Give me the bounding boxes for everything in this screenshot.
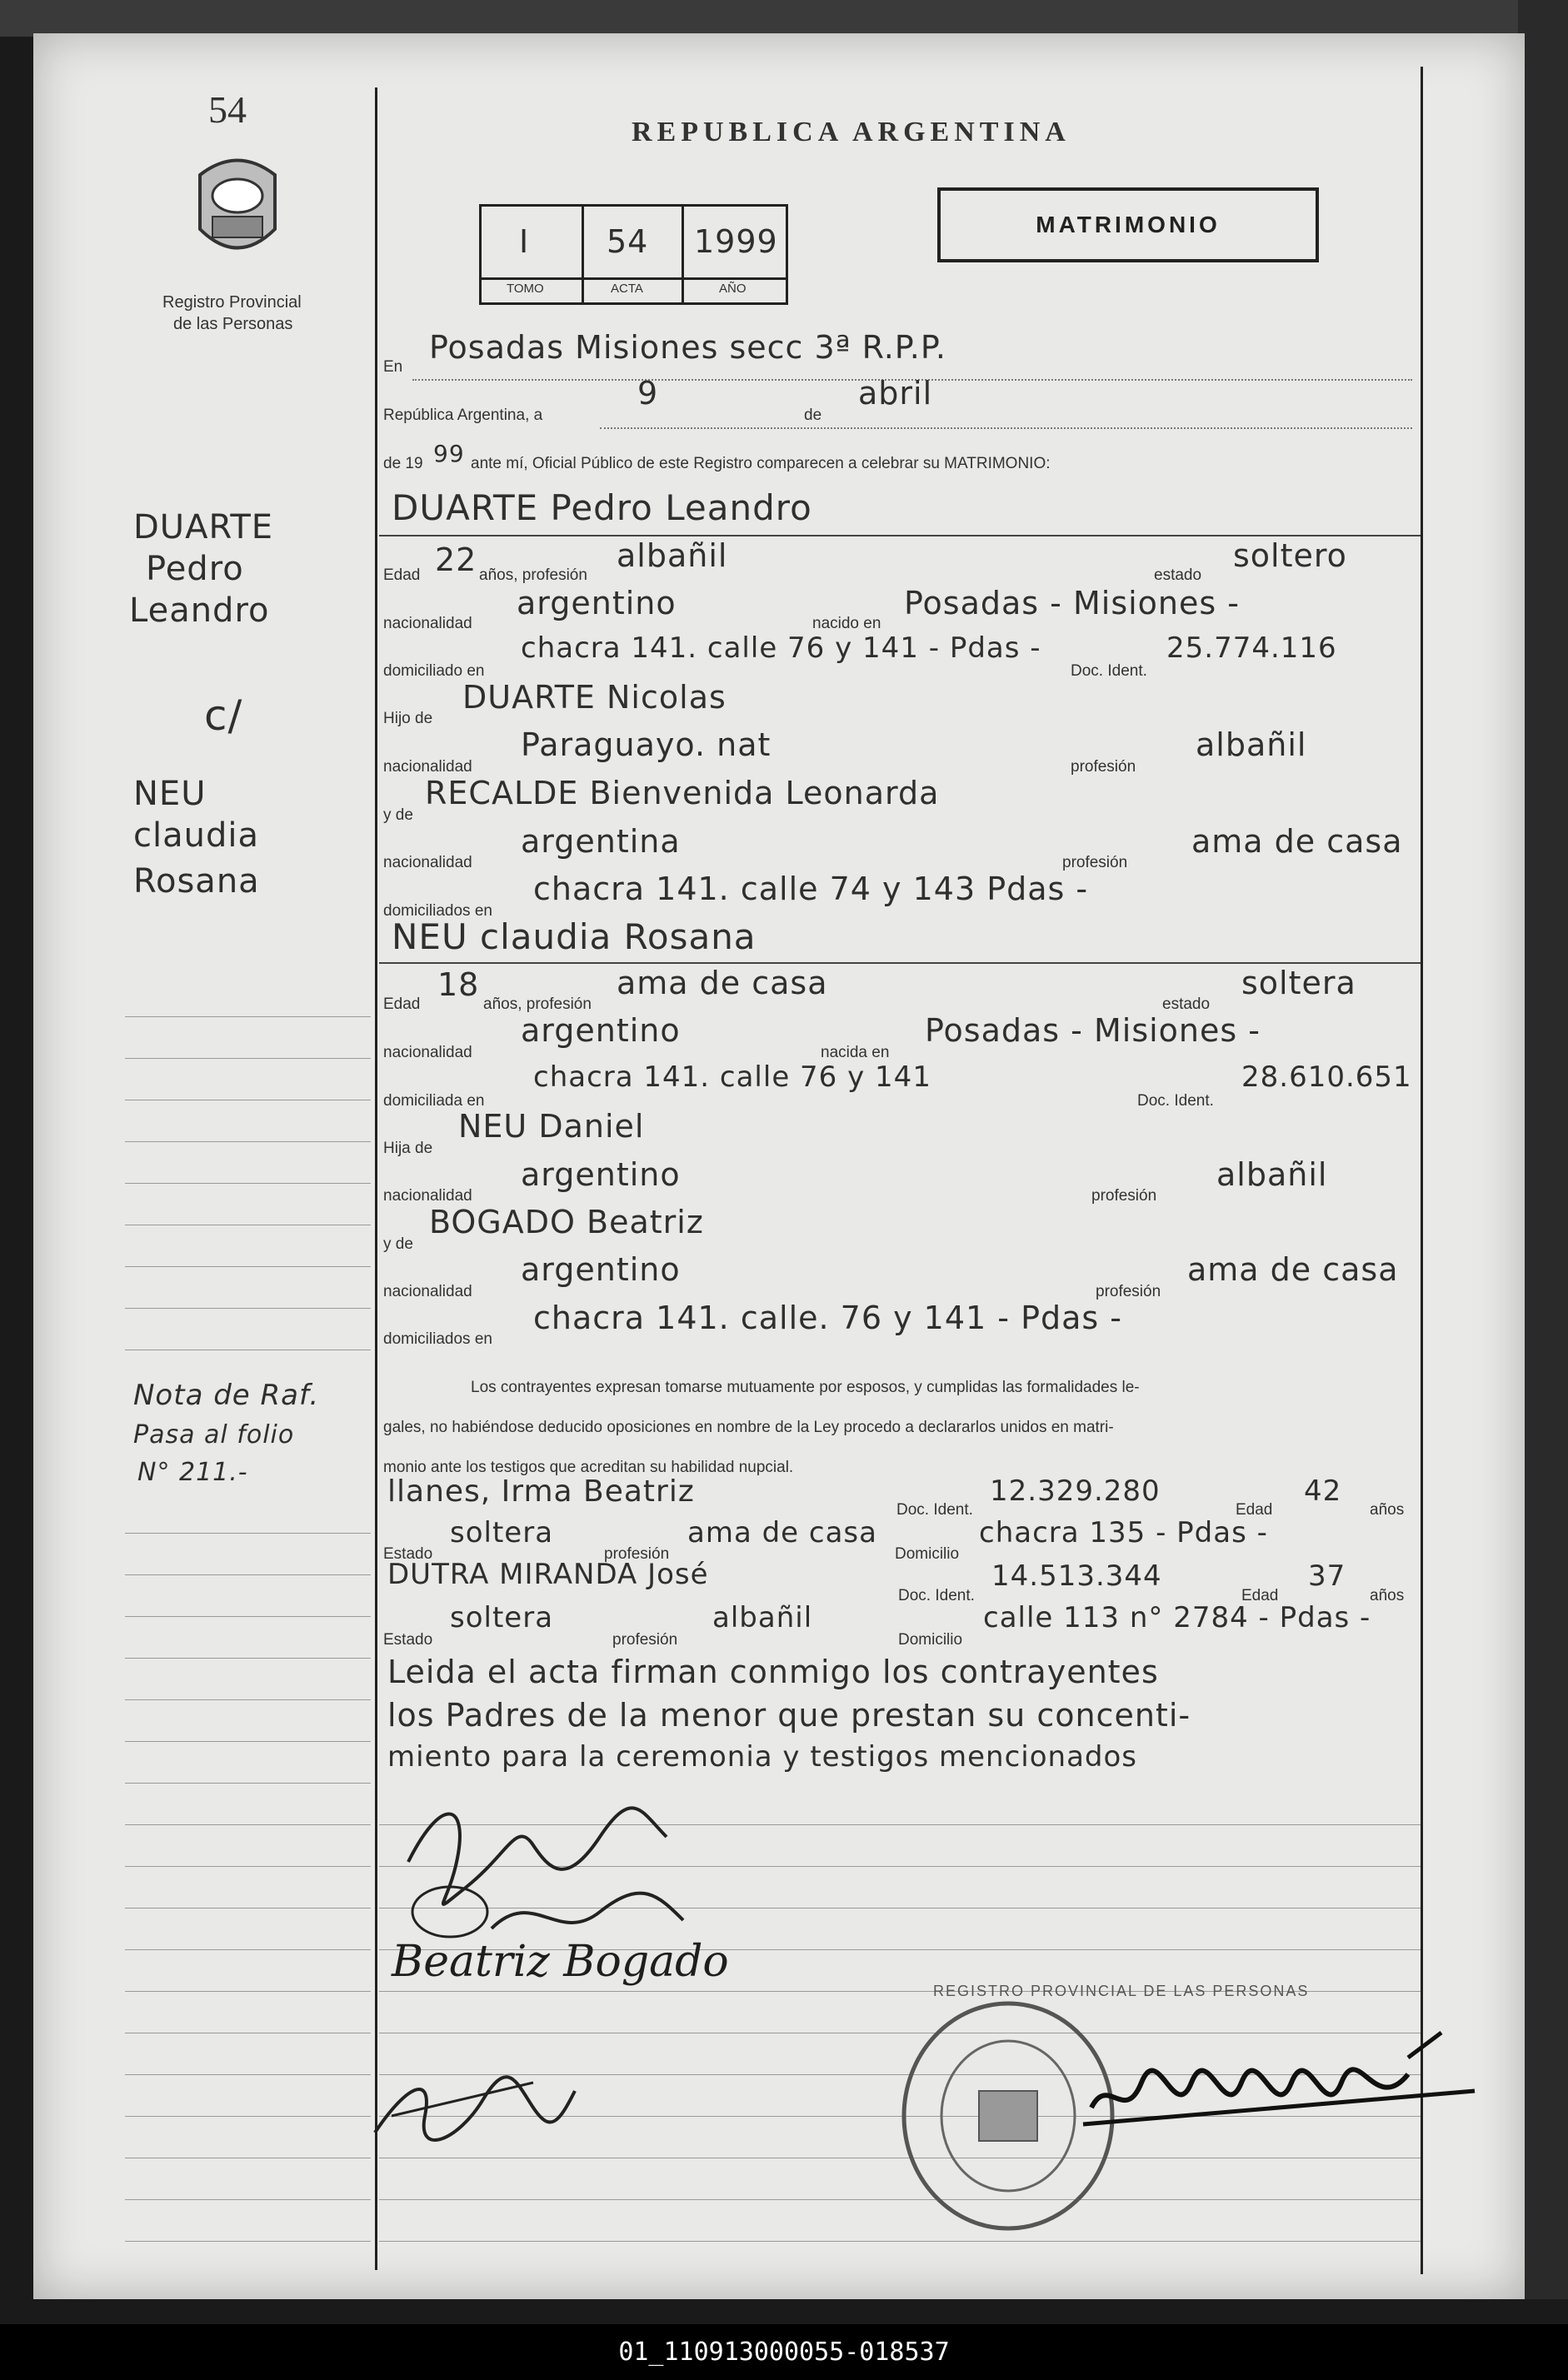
seal-text: REGISTRO PROVINCIAL DE LAS PERSONAS — [933, 1983, 1310, 1999]
republica-label: República Argentina, a — [383, 407, 543, 424]
marriage-month: abril — [858, 375, 933, 412]
record-number-box — [479, 204, 788, 305]
closing-line1: Leida el acta firman conmigo los contrayentes — [387, 1654, 1159, 1690]
groom-yde-label: y de — [383, 806, 413, 824]
margin-groom-name2: Leandro — [129, 591, 270, 630]
bride-yde-label: y de — [383, 1235, 413, 1253]
groom-mother-nationality: argentina — [521, 823, 681, 860]
witness2-dom-label: Domicilio — [898, 1631, 963, 1649]
groom-profession: albañil — [617, 537, 728, 574]
groom-age: 22 — [435, 541, 477, 578]
margin-note-line1: Nota de Raf. — [133, 1379, 320, 1412]
witness2-prof-label: profesión — [612, 1631, 678, 1649]
signature-bride-icon — [367, 2058, 583, 2149]
declaration-line1: Los contrayentes expresan tomarse mutuamente por esposos, y cumplidas las formalidades le- — [471, 1379, 1140, 1396]
doc-type-label: MATRIMONIO — [1036, 212, 1221, 237]
bride-profession: ama de casa — [617, 965, 828, 1001]
witness1-dom-label: Domicilio — [895, 1545, 960, 1563]
bride-address: chacra 141. calle 76 y 141 — [533, 1060, 931, 1094]
groom-father-profession: albañil — [1196, 726, 1307, 763]
page-number: 54 — [208, 88, 247, 131]
image-id-footer: 01_110913000055-018537 — [0, 2324, 1568, 2380]
signature-beatriz-bogado: Beatriz Bogado — [392, 1937, 729, 1987]
witness1-civil-status: soltera — [450, 1516, 554, 1549]
bride-civil-status: soltera — [1241, 965, 1356, 1001]
bride-edad-label: Edad — [383, 995, 421, 1013]
bride-mother-nationality: argentino — [521, 1251, 681, 1288]
en-label: En — [383, 358, 403, 376]
year-label: de 19 — [383, 455, 423, 472]
groom-edad-label: Edad — [383, 566, 421, 584]
groom-father-name: DUARTE Nicolas — [462, 679, 727, 716]
witness2-name: DUTRA MIRANDA José — [387, 1558, 709, 1591]
groom-doc-label: Doc. Ident. — [1071, 662, 1147, 680]
witness2-age: 37 — [1308, 1559, 1346, 1593]
witness1-profession: ama de casa — [687, 1516, 877, 1549]
bride-nac-label: nacionalidad — [383, 1044, 472, 1061]
groom-nacido-label: nacido en — [812, 615, 881, 632]
marriage-day: 9 — [637, 375, 659, 412]
bride-mother-prof-label: profesión — [1096, 1283, 1161, 1300]
bride-birthplace: Posadas - Misiones - — [925, 1012, 1261, 1049]
declaration-line2: gales, no habiéndose deducido oposiciones en nombre de la Ley procedo a declararlos unidos en matri- — [383, 1419, 1114, 1436]
declaration-line3: monio ante los testigos que acreditan su habilidad nupcial. — [383, 1459, 794, 1476]
witness1-doc-label: Doc. Ident. — [896, 1501, 973, 1519]
bride-parents-address: chacra 141. calle. 76 y 141 - Pdas - — [533, 1300, 1122, 1336]
country-title: REPUBLICA ARGENTINA — [632, 117, 1071, 147]
bride-anos-label: años, profesión — [483, 995, 592, 1013]
witness2-civil-status: soltera — [450, 1601, 554, 1634]
bride-doc-label: Doc. Ident. — [1137, 1092, 1214, 1110]
witness2-doc-label: Doc. Ident. — [898, 1587, 975, 1604]
witness1-id-number: 12.329.280 — [990, 1474, 1161, 1508]
witness2-edad-label: Edad — [1241, 1587, 1279, 1604]
groom-mother-nac-label: nacionalidad — [383, 854, 472, 871]
bride-mother-nac-label: nacionalidad — [383, 1283, 472, 1300]
groom-mother-prof-label: profesión — [1062, 854, 1128, 871]
signature-groom-icon — [392, 1787, 708, 1953]
groom-nationality: argentino — [517, 585, 677, 621]
witness2-anos-label: años — [1370, 1587, 1405, 1604]
witness1-name: llanes, Irma Beatriz — [387, 1474, 695, 1509]
bride-nacida-label: nacida en — [821, 1044, 890, 1061]
margin-note-line2: Pasa al folio — [133, 1420, 295, 1449]
bride-dom-label: domiciliada en — [383, 1092, 485, 1110]
register-page — [33, 33, 1525, 2299]
groom-dom-label: domiciliado en — [383, 662, 485, 680]
groom-birthplace: Posadas - Misiones - — [904, 585, 1240, 621]
anio-value: 1999 — [694, 223, 778, 260]
bride-father-profession: albañil — [1216, 1156, 1328, 1193]
acta-value: 54 — [607, 223, 649, 260]
groom-mother-name: RECALDE Bienvenida Leonarda — [425, 775, 940, 811]
witness1-anos-label: años — [1370, 1501, 1405, 1519]
closing-line2: los Padres de la menor que prestan su concenti- — [387, 1697, 1191, 1734]
bride-father-prof-label: profesión — [1091, 1187, 1157, 1205]
witness1-address: chacra 135 - Pdas - — [979, 1516, 1268, 1549]
acta-label: ACTA — [611, 282, 643, 296]
right-border — [1421, 67, 1423, 2274]
bride-id-number: 28.610.651 — [1241, 1060, 1412, 1094]
de-label: de — [804, 407, 822, 424]
bride-age: 18 — [437, 966, 480, 1003]
margin-note-line3: N° 211.- — [137, 1458, 248, 1487]
bride-estado-label: estado — [1162, 995, 1211, 1013]
witness1-prof-label: profesión — [604, 1545, 670, 1563]
groom-estado-label: estado — [1154, 566, 1202, 584]
bride-father-nationality: argentino — [521, 1156, 681, 1193]
witness1-estado-label: Estado — [383, 1545, 433, 1563]
province-coat-of-arms-icon — [192, 150, 283, 262]
groom-father-prof-label: profesión — [1071, 758, 1136, 776]
bride-parents-dom-label: domiciliados en — [383, 1330, 492, 1348]
book-binding-top — [0, 0, 1568, 37]
margin-bride-name1: claudia — [133, 816, 259, 855]
doc-type-box — [937, 187, 1319, 262]
tomo-label: TOMO — [507, 282, 544, 296]
groom-parents-address: chacra 141. calle 74 y 143 Pdas - — [533, 871, 1089, 907]
anio-label: AÑO — [719, 282, 747, 296]
intro-text: ante mí, Oficial Público de este Registro comparecen a celebrar su MATRIMONIO: — [471, 455, 1051, 472]
witness2-profession: albañil — [712, 1601, 813, 1634]
groom-civil-status: soltero — [1233, 537, 1347, 574]
margin-con: c/ — [204, 691, 243, 740]
groom-anos-label: años, profesión — [479, 566, 587, 584]
margin-bride-surname: NEU — [133, 775, 207, 813]
groom-name: DUARTE Pedro Leandro — [392, 487, 812, 528]
book-binding-right — [1518, 0, 1568, 2299]
closing-line3: miento para la ceremonia y testigos mencionados — [387, 1740, 1138, 1774]
hija-label: Hija de — [383, 1140, 433, 1157]
marriage-place: Posadas Misiones secc 3ª R.P.P. — [429, 329, 946, 366]
bride-mother-profession: ama de casa — [1187, 1251, 1399, 1288]
groom-parents-dom-label: domiciliados en — [383, 902, 492, 920]
bride-name: NEU claudia Rosana — [392, 916, 757, 957]
groom-mother-profession: ama de casa — [1191, 823, 1403, 860]
groom-father-nationality: Paraguayo. nat — [521, 726, 772, 763]
groom-address: chacra 141. calle 76 y 141 - Pdas - — [521, 631, 1041, 665]
margin-groom-name1: Pedro — [146, 550, 244, 588]
groom-nac-label: nacionalidad — [383, 615, 472, 632]
margin-divider — [375, 87, 377, 2270]
tomo-value: I — [519, 223, 530, 260]
registry-name-line2: de las Personas — [173, 315, 293, 333]
witness2-id-number: 14.513.344 — [991, 1559, 1162, 1593]
witness2-address: calle 113 n° 2784 - Pdas - — [983, 1601, 1371, 1634]
witness1-edad-label: Edad — [1236, 1501, 1273, 1519]
margin-bride-name2: Rosana — [133, 862, 260, 901]
bride-nationality: argentino — [521, 1012, 681, 1049]
groom-id-number: 25.774.116 — [1166, 631, 1337, 665]
hijo-label: Hijo de — [383, 710, 433, 727]
witness2-estado-label: Estado — [383, 1631, 433, 1649]
year-digits: 99 — [433, 440, 465, 467]
bride-father-name: NEU Daniel — [458, 1108, 645, 1145]
bride-mother-name: BOGADO Beatriz — [429, 1204, 704, 1240]
margin-groom-surname: DUARTE — [133, 508, 274, 546]
signature-official-icon — [1075, 2024, 1491, 2166]
bride-father-nac-label: nacionalidad — [383, 1187, 472, 1205]
groom-father-nac-label: nacionalidad — [383, 758, 472, 776]
witness1-age: 42 — [1304, 1474, 1342, 1508]
registry-name-line1: Registro Provincial — [162, 293, 302, 312]
